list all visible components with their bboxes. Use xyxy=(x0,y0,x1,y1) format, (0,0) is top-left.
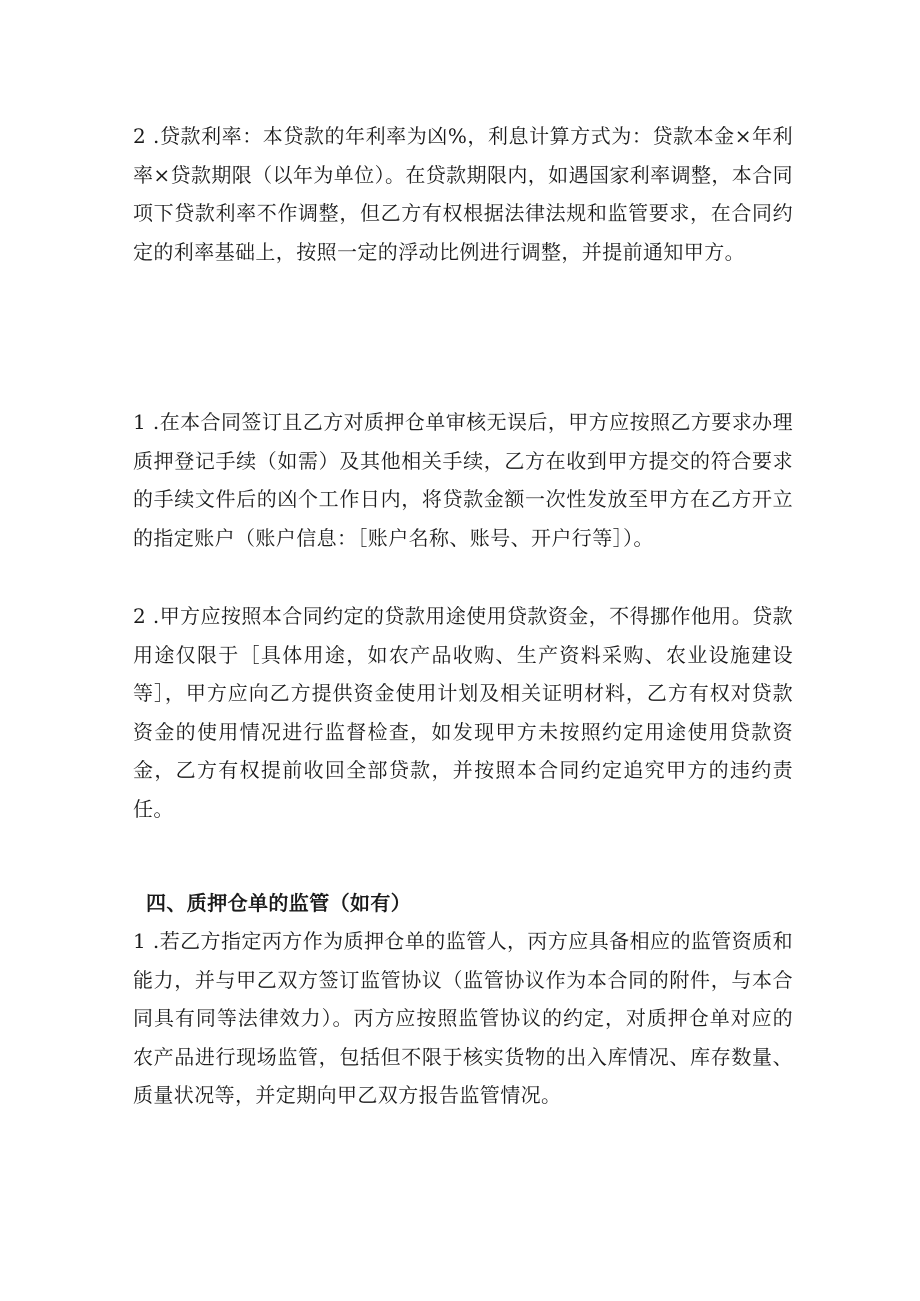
paragraph-loan-usage: 2 .甲方应按照本合同约定的贷款用途使用贷款资金，不得挪作他用。贷款用途仅限于［具体用途，如农产品收购、生产资料采购、农业设施建设等］，甲方应向乙方提供资金使用计划及相关证明材料，乙方有权对贷款资金的使用情况进行监督检查，如发现甲方未按照约定用途使用贷款资金，乙方有权提前收回全部贷款，并按照本合同约定追究甲方的违约责任。 xyxy=(133,604,793,821)
paragraph-custodian-supervision: 1 .若乙方指定丙方作为质押仓单的监管人，丙方应具备相应的监管资质和能力，并与甲乙双方签订监管协议（监管协议作为本合同的附件，与本合同具有同等法律效力）。丙方应按照监管协议的约定，对质押仓单对应的农产品进行现场监管，包括但不限于核实货物的出入库情况、库存数量、质量状况等，并定期向甲乙双方报告监管情况。 xyxy=(133,929,793,1107)
paragraph-loan-interest-rate: 2 .贷款利率：本贷款的年利率为凶%，利息计算方式为：贷款本金×年利率×贷款期限（以年为单位）。在贷款期限内，如遇国家利率调整，本合同项下贷款利率不作调整，但乙方有权根据法律法规和监管要求，在合同约定的利率基础上，按照一定的浮动比例进行调整，并提前通知甲方。 xyxy=(133,124,793,264)
paragraph-loan-disbursement: 1 .在本合同签订且乙方对质押仓单审核无误后，甲方应按照乙方要求办理质押登记手续（如需）及其他相关手续，乙方在收到甲方提交的符合要求的手续文件后的凶个工作日内，将贷款金额一次性发放至甲方在乙方开立的指定账户（账户信息：［账户名称、账号、开户行等］）。 xyxy=(133,410,793,550)
section-heading-supervision: 四、质押仓单的监管（如有） xyxy=(146,891,412,915)
